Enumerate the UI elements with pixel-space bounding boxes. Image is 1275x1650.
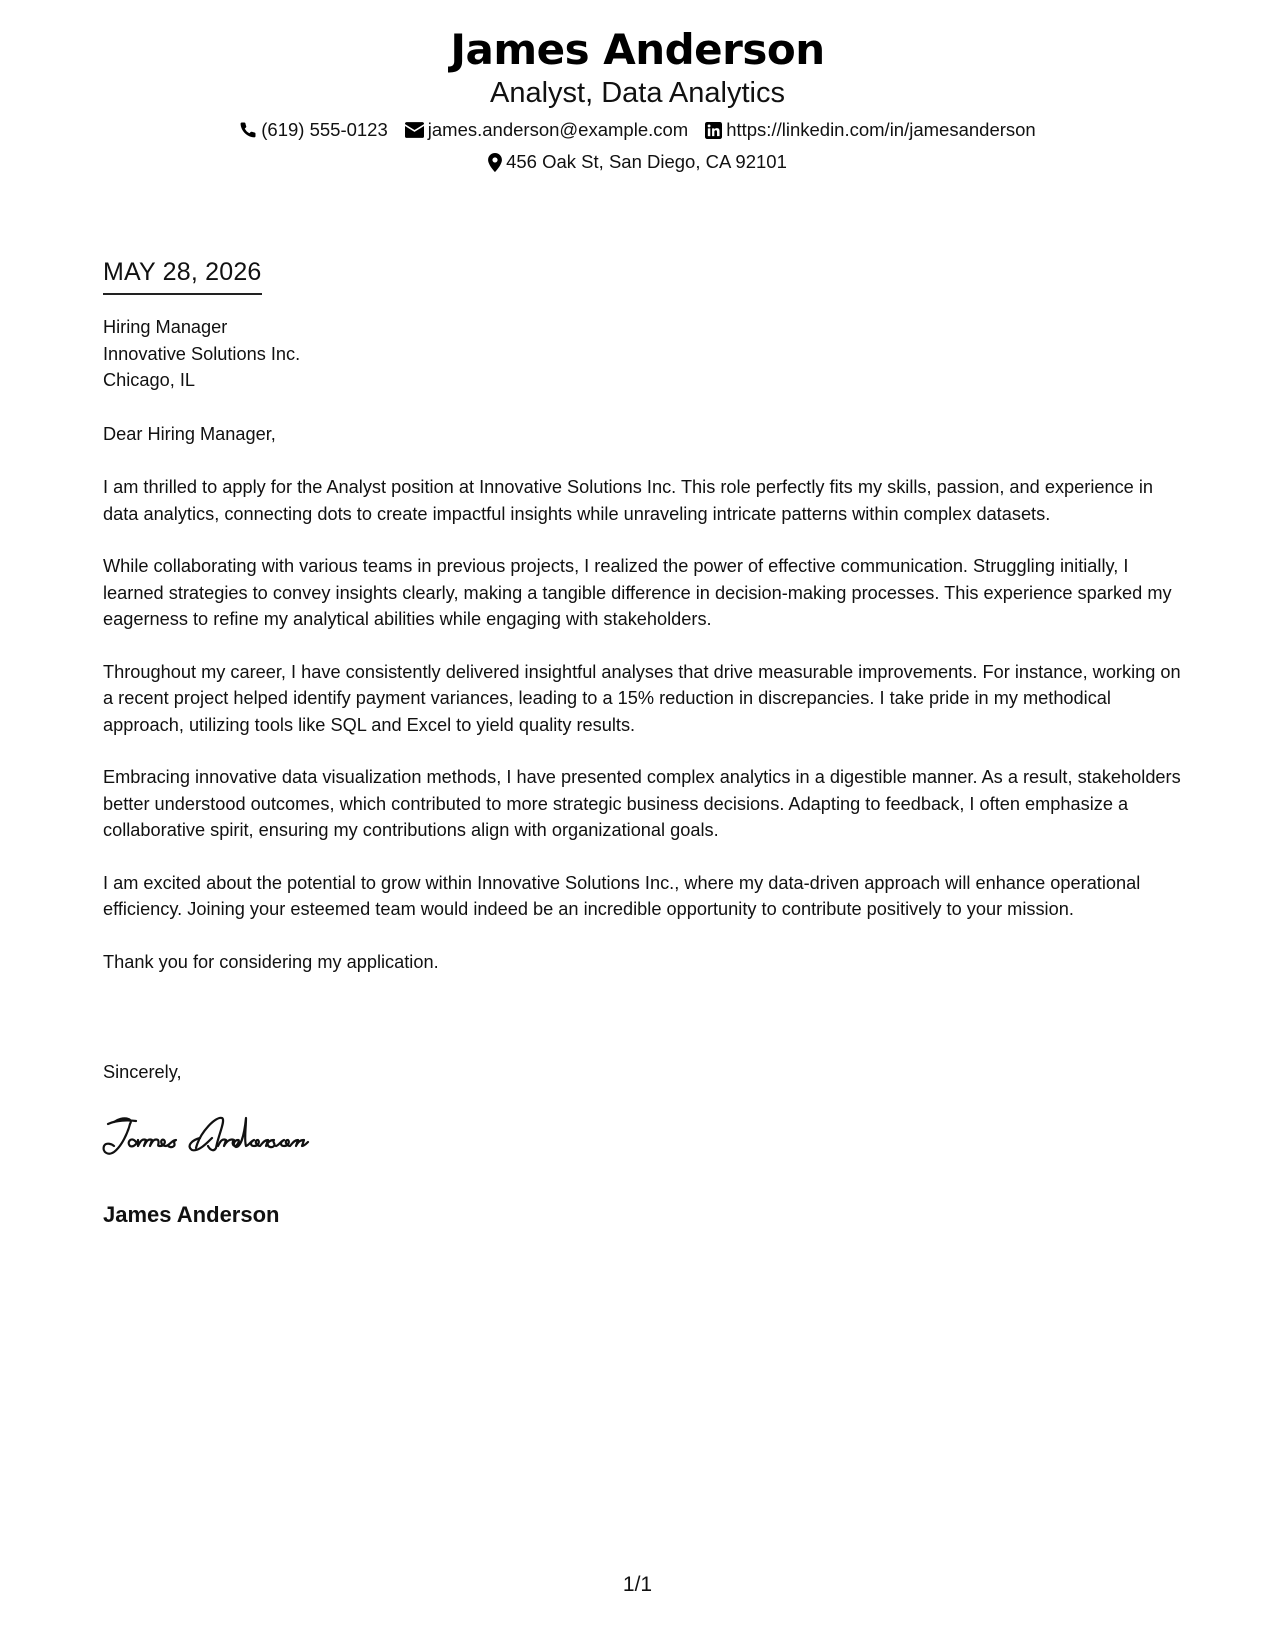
address-contact <box>488 151 787 173</box>
contact-line <box>0 119 1275 141</box>
handwritten-signature <box>100 1112 360 1167</box>
street-address: 456 Oak St, San Diego, CA 92101 <box>506 151 787 172</box>
email-contact <box>405 119 688 141</box>
phone-number: (619) 555-0123 <box>261 119 388 140</box>
body-paragraph: I am excited about the potential to grow within Innovative Solutions Inc., where my data-driven approach will enhance operational efficiency. Joining your esteemed team would indeed be an incredible opportunity to contribute positively to your mission. <box>103 872 1141 919</box>
map-pin-icon <box>488 153 502 172</box>
recipient-title: Hiring Manager <box>103 317 228 337</box>
body-paragraph: While collaborating with various teams in previous projects, I realized the power of effective communication. Struggling initially, I learned strategies to convey insights clearly, making a tangible difference in decision-making processes. This experience sparked my eagerness to refine my analytical abilities while engaging with stakeholders. <box>103 556 1172 629</box>
signed-name: James Anderson <box>103 1202 280 1227</box>
page-number: 1/1 <box>622 1573 653 1596</box>
recipient-company: Innovative Solutions Inc. <box>103 343 301 364</box>
phone-contact <box>239 119 388 141</box>
email-address: james.anderson@example.com <box>427 119 689 140</box>
recipient-location: Chicago, IL <box>103 370 196 390</box>
body-paragraph: Throughout my career, I have consistently delivered insightful analyses that drive measurable improvements. For instance, working on a recent project helped identify payment variances, leading to a 15% reduction in discrepancies. I take pride in my methodical approach, utilizing tools like SQL and Excel to yield quality results. <box>103 661 1181 735</box>
letter-date: MAY 28, 2026 <box>103 256 262 295</box>
letter-header <box>0 22 1275 173</box>
applicant-title: Analyst, Data Analytics <box>490 77 785 109</box>
body-paragraph: I am thrilled to apply for the Analyst position at Innovative Solutions Inc. This role perfectly fits my skills, passion, and experience in data analytics, connecting dots to create impactful insights while unraveling intricate patterns within complex datasets. <box>103 477 1154 524</box>
linkedin-icon <box>705 122 722 139</box>
closing: Sincerely, <box>103 1062 182 1082</box>
body-paragraph: Embracing innovative data visualization methods, I have presented complex analytics in a digestible manner. As a result, stakeholders better understood outcomes, which contributed to more strategic business decisions. Adapting to feedback, I often emphasize a collaborative spirit, ensuring my contributions align with organizational goals. <box>103 767 1181 840</box>
phone-icon <box>239 121 257 139</box>
envelope-icon <box>405 122 424 138</box>
recipient-block <box>103 314 1183 394</box>
thank-you-line: Thank you for considering my application. <box>103 951 439 972</box>
linkedin-contact <box>705 119 1036 141</box>
applicant-name: James Anderson <box>450 25 825 74</box>
letter-body <box>103 314 1183 1001</box>
address-line <box>0 151 1275 173</box>
linkedin-url: https://linkedin.com/in/jamesanderson <box>726 119 1036 140</box>
salutation: Dear Hiring Manager, <box>103 423 276 444</box>
